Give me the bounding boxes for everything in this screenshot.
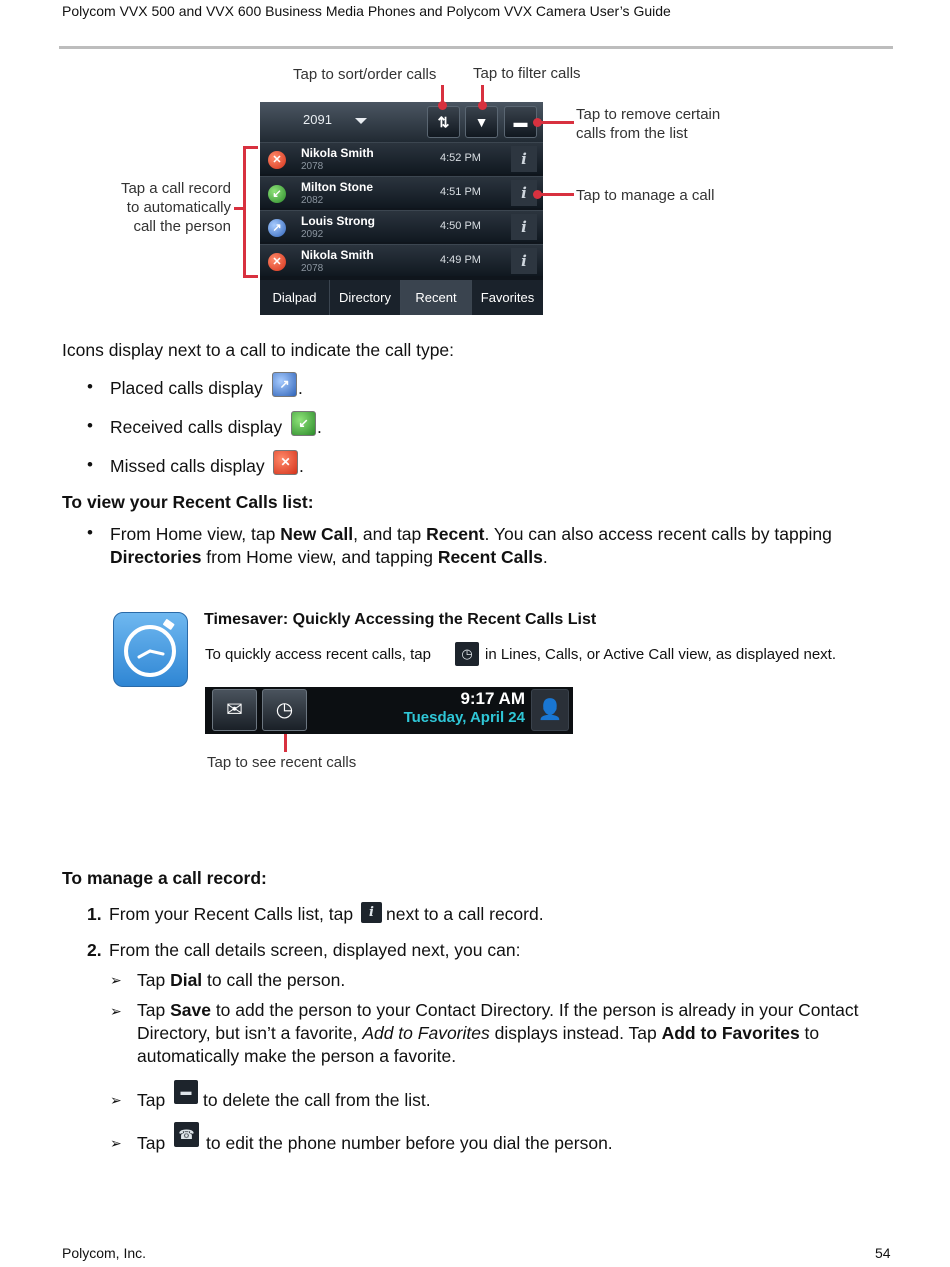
missed-calls-text: Missed calls display xyxy=(110,456,265,476)
bullet: • xyxy=(87,523,93,542)
info-icon[interactable]: i xyxy=(511,146,537,172)
envelope-icon[interactable]: ✉ xyxy=(212,689,257,731)
callout-record-line1: Tap a call record xyxy=(120,180,231,197)
step-2-text: From the call details screen, displayed next, you can: xyxy=(109,940,521,960)
caller-number: 2078 xyxy=(301,161,324,172)
clock-icon[interactable]: ◷ xyxy=(262,689,307,731)
tab-favorites[interactable]: Favorites xyxy=(480,290,535,305)
placed-call-icon: ↗ xyxy=(272,372,297,397)
received-calls-text: Received calls display xyxy=(110,417,283,437)
call-time: 4:52 PM xyxy=(440,152,481,164)
text: automatically make the person a favorite. xyxy=(137,1046,457,1066)
trash-icon: ▬ xyxy=(174,1080,198,1104)
missed-calls-item xyxy=(110,455,265,478)
recent-calls-clock-icon: ◷ xyxy=(455,642,479,666)
callout-bracket-tick xyxy=(234,207,244,210)
caller-name: Nikola Smith xyxy=(301,146,374,160)
arrow-bullet-icon: ➢ xyxy=(110,972,122,988)
filter-icon[interactable]: ▼ xyxy=(465,106,498,138)
caller-name: Louis Strong xyxy=(301,214,375,228)
text: From Home view, tap xyxy=(110,524,281,544)
info-icon[interactable]: i xyxy=(511,214,537,240)
callout-filter: Tap to filter calls xyxy=(473,65,581,82)
sort-icon[interactable]: ⇅ xyxy=(427,106,460,138)
bullet: • xyxy=(87,416,93,435)
step-1-text-after: next to a call record. xyxy=(386,904,544,924)
text: to add the person to your Contact Directory. If the person is already in your Contact xyxy=(210,1000,859,1020)
recent-calls-screenshot xyxy=(260,102,543,315)
page-number: 54 xyxy=(875,1245,891,1261)
manage-call-heading: To manage a call record: xyxy=(62,868,267,888)
dialpad-phone-icon: ☎ xyxy=(174,1122,199,1147)
text: Tap xyxy=(137,1000,171,1020)
callout-bracket-bottom xyxy=(243,275,258,278)
line-selector-label[interactable]: 2091 xyxy=(303,112,332,127)
caller-number: 2092 xyxy=(301,229,324,240)
callout-remove-line2: calls from the list xyxy=(576,125,688,142)
callout-line-recent xyxy=(284,734,287,752)
callout-sort: Tap to sort/order calls xyxy=(293,66,437,83)
trash-icon[interactable]: ▬ xyxy=(504,106,537,138)
substep-save xyxy=(137,999,917,1068)
callout-record-line2: to automatically xyxy=(126,199,231,216)
step-number: 1. xyxy=(87,904,102,924)
bullet: • xyxy=(87,377,93,396)
missed-call-icon: ✕ xyxy=(268,151,286,169)
timesaver-text-after: in Lines, Calls, or Active Call view, as displayed next. xyxy=(485,646,836,663)
text: to call the person. xyxy=(202,970,346,990)
status-time: 9:17 AM xyxy=(460,689,525,708)
icons-intro: Icons display next to a call to indicate the call type: xyxy=(62,340,455,360)
substep-edit-after: to edit the phone number before you dial the person. xyxy=(206,1133,613,1153)
substep-dial xyxy=(137,969,345,992)
tab-recent[interactable]: Recent xyxy=(401,280,472,315)
callout-recent-calls: Tap to see recent calls xyxy=(207,754,357,771)
bullet: • xyxy=(87,455,93,474)
placed-calls-text: Placed calls display xyxy=(110,378,263,398)
callout-manage: Tap to manage a call xyxy=(576,187,715,204)
text: to xyxy=(799,1023,820,1043)
caller-number: 2078 xyxy=(301,263,324,274)
phone-status-bar xyxy=(205,687,573,734)
callout-remove-line1: Tap to remove certain xyxy=(576,106,721,123)
caller-name: Nikola Smith xyxy=(301,248,374,262)
info-icon[interactable]: i xyxy=(511,248,537,274)
ui-term: Add to Favorites xyxy=(661,1023,800,1043)
timesaver-title: Timesaver: Quickly Accessing the Recent Calls List xyxy=(204,611,597,628)
ui-term: Directories xyxy=(110,547,202,567)
call-time: 4:50 PM xyxy=(440,220,481,232)
text: . You can also access recent calls by tapping xyxy=(484,524,832,544)
ui-term: Recent Calls xyxy=(437,547,543,567)
placed-call-icon: ↗ xyxy=(268,219,286,237)
text: . xyxy=(542,547,548,567)
arrow-bullet-icon: ➢ xyxy=(110,1092,122,1108)
info-icon: i xyxy=(361,902,382,923)
ui-term: Recent xyxy=(426,524,485,544)
text: from Home view, and tapping xyxy=(201,547,438,567)
arrow-bullet-icon: ➢ xyxy=(110,1003,122,1019)
running-header: Polycom VVX 500 and VVX 600 Business Media Phones and Polycom VVX Camera User’s Guide xyxy=(62,3,671,19)
missed-call-icon: ✕ xyxy=(268,253,286,271)
text: , and tap xyxy=(353,524,427,544)
text: displays instead. Tap xyxy=(489,1023,662,1043)
timesaver-text-before: To quickly access recent calls, tap xyxy=(205,646,431,663)
call-record-row[interactable] xyxy=(260,142,543,174)
step-number: 2. xyxy=(87,940,102,960)
tab-directory[interactable]: Directory xyxy=(330,280,401,315)
callout-dot-sort xyxy=(438,101,447,110)
ui-term: Save xyxy=(170,1000,211,1020)
call-time: 4:49 PM xyxy=(440,254,481,266)
placed-calls-item xyxy=(110,377,263,400)
tab-dialpad[interactable]: Dialpad xyxy=(260,280,330,315)
ui-term: New Call xyxy=(280,524,354,544)
received-call-icon: ↙ xyxy=(291,411,316,436)
phone-tab-bar xyxy=(260,280,543,315)
callout-dot-manage xyxy=(533,190,542,199)
call-record-row[interactable] xyxy=(260,210,543,242)
callout-bracket-top xyxy=(243,146,258,149)
call-record-row[interactable] xyxy=(260,176,543,208)
call-time: 4:51 PM xyxy=(440,186,481,198)
text: Tap xyxy=(137,970,171,990)
substep-edit-before: Tap xyxy=(137,1133,166,1153)
period: . xyxy=(317,417,322,437)
callout-dot-remove xyxy=(533,118,542,127)
status-date: Tuesday, April 24 xyxy=(403,709,525,726)
callout-line-remove xyxy=(537,121,574,124)
text: Directory, but isn’t a favorite, xyxy=(137,1023,363,1043)
callout-record-line3: call the person xyxy=(133,218,231,235)
view-recent-step xyxy=(110,523,910,569)
received-call-icon: ↙ xyxy=(268,185,286,203)
received-calls-item xyxy=(110,416,282,439)
chevron-down-icon[interactable] xyxy=(355,118,367,124)
timesaver-clock-icon xyxy=(113,612,188,687)
call-record-row[interactable] xyxy=(260,244,543,276)
callout-line-manage xyxy=(537,193,574,196)
footer-company: Polycom, Inc. xyxy=(62,1245,147,1261)
header-rule xyxy=(59,46,893,49)
callout-dot-filter xyxy=(478,101,487,110)
recent-calls-toolbar xyxy=(260,102,543,142)
substep-delete-after: to delete the call from the list. xyxy=(203,1090,431,1110)
period: . xyxy=(298,378,303,398)
missed-call-icon: ✕ xyxy=(273,450,298,475)
ui-term: Add to Favorites xyxy=(362,1023,490,1043)
period: . xyxy=(299,456,304,476)
caller-number: 2082 xyxy=(301,195,324,206)
callout-bracket-vertical xyxy=(243,146,246,278)
arrow-bullet-icon: ➢ xyxy=(110,1135,122,1151)
step-1-text-before: From your Recent Calls list, tap xyxy=(109,904,354,924)
avatar-icon[interactable]: 👤 xyxy=(531,689,569,731)
substep-delete-before: Tap xyxy=(137,1090,166,1110)
caller-name: Milton Stone xyxy=(301,180,373,194)
view-recent-heading: To view your Recent Calls list: xyxy=(62,492,314,512)
ui-term: Dial xyxy=(170,970,203,990)
info-icon[interactable]: i xyxy=(511,180,537,206)
